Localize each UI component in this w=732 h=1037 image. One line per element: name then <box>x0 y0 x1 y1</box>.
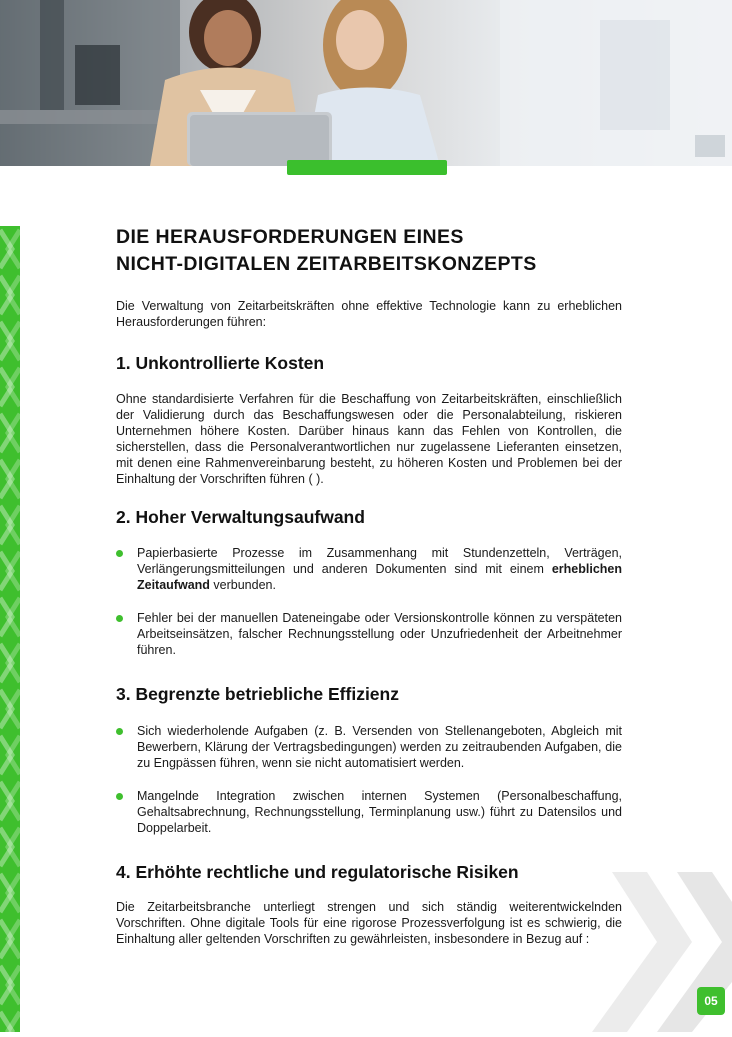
side-decor-strip <box>0 226 20 1032</box>
list-item: Sich wiederholende Aufgaben (z. B. Versenden von Stellenangeboten, Abgleich mit Bewerbern, Klärung der Vertragsbedingungen) werden zu zeitraubenden Aufgaben, die zu Engpässen führen, wenn sie nicht automatisiert werden. <box>116 723 622 771</box>
section-body-legal: Die Zeitarbeitsbranche unterliegt strengen und sich ständig weiterentwickelnden Vorschriften. Ohne digitale Tools für eine rigorose Prozessverfolgung ist es schwierig, die Einhaltung aller geltenden Vorschriften zu gewährleisten, insbesondere in Bezug auf : <box>116 900 622 946</box>
list-item: Fehler bei der manuellen Dateneingabe oder Versionskontrolle können zu verspäteten Arbeitseinsätzen, falscher Rechnungsstellung oder Unzufriedenheit der Arbeitnehmer führen. <box>116 610 622 658</box>
hero-accent-bar <box>287 160 447 175</box>
section-title-legal: 4. Erhöhte rechtliche und regulatorische Risiken <box>116 862 519 882</box>
page-number-badge: 05 <box>697 987 725 1015</box>
section-title-efficiency: 3. Begrenzte betriebliche Effizienz <box>116 684 399 704</box>
list-item: Mangelnde Integration zwischen internen Systemen (Personalbeschaffung, Gehaltsabrechnung, Rechnungsstellung, Terminplanung usw.) führt zu Datensilos und Doppelarbeit. <box>116 788 622 836</box>
admin-bullet-list <box>116 545 622 658</box>
main-content <box>116 224 622 947</box>
section-title-admin: 2. Hoher Verwaltungsaufwand <box>116 507 365 527</box>
office-photo-illustration <box>0 0 732 166</box>
hero-photo <box>0 0 732 166</box>
intro-paragraph: Die Verwaltung von Zeitarbeitskräften ohne effektive Technologie kann zu erheblichen Herausforderungen führen: <box>116 299 622 329</box>
section-title-costs: 1. Unkontrollierte Kosten <box>116 353 325 373</box>
efficiency-bullet-list <box>116 723 622 836</box>
section-body-costs: Ohne standardisierte Verfahren für die Beschaffung von Zeitarbeitskräften, einschließlich der Validierung durch das Beschaffungswesen oder die Personalabteilung, riskieren Unternehmen höhere Kosten. Darüber hinaus kann das Fehlen von Kontrollen, die sicherstellen, dass die Personalverantwortlichen nur zugelassene Lieferanten einsetzen, mit denen eine Rahmenvereinbarung besteht, zu höheren Kosten und Problemen bei der Einhaltung der Vorschriften führen ( ). <box>116 392 622 486</box>
chevron-pattern-icon <box>0 226 20 1032</box>
list-item: Papierbasierte Prozesse im Zusammenhang mit Stundenzetteln, Verträgen, Verlängerungsmitteilungen und anderen Dokumenten sind mit einem erheblichen Zeitaufwand verbunden. <box>116 545 622 593</box>
page-title: DIE HERAUSFORDERUNGEN EINES NICHT-DIGITALEN ZEITARBEITSKONZEPTS <box>116 226 537 275</box>
emphasis-text: erheblichen Zeitaufwand <box>137 562 622 592</box>
